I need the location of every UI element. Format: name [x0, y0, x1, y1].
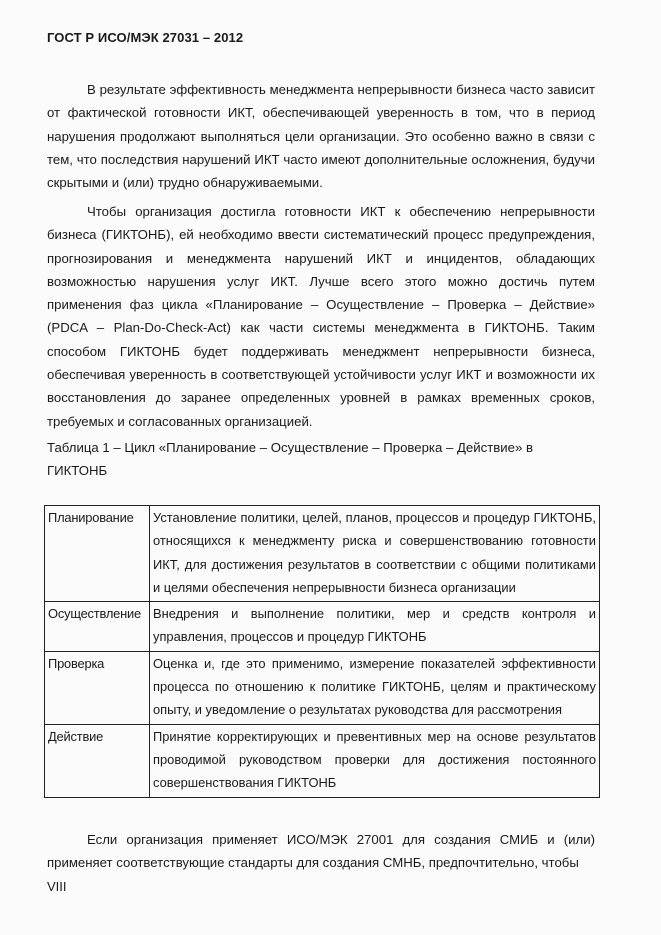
body-text-top: [47, 78, 595, 198]
table-row: [45, 506, 600, 602]
table-row: [45, 724, 600, 797]
table-caption: Таблица 1 – Цикл «Планирование – Осуществление – Проверка – Действие» в ГИКТОНБ: [47, 440, 533, 479]
body-text-bottom: [47, 828, 595, 879]
table-row: [45, 651, 600, 724]
phase-cell: Осуществление: [45, 602, 150, 652]
description-cell: Установление политики, целей, планов, процессов и процедур ГИКТОНБ, относящихся к менеджменту риска и совершенствованию готовности ИКТ, для достижения результатов в соответствии с общими политиками и целями обеспечения непрерывности бизнеса организации: [150, 506, 600, 602]
page-number: VIII: [47, 879, 67, 894]
table-row: [45, 602, 600, 652]
paragraph-1: В результате эффективность менеджмента непрерывности бизнеса часто зависит от фактической готовности ИКТ, обеспечивающей уверенность в том, что в период нарушения продолжают выполняться цели организации. Это особенно важно в связи с тем, что последствия нарушений ИКТ часто имеют дополнительные осложнения, будучи скрытыми и (или) трудно обнаруживаемыми.: [47, 82, 595, 191]
phase-cell: Проверка: [45, 651, 150, 724]
document-header: ГОСТ Р ИСО/МЭК 27031 – 2012: [47, 30, 244, 45]
phase-cell: Планирование: [45, 506, 150, 602]
phase-cell: Действие: [45, 724, 150, 797]
description-cell: Принятие корректирующих и превентивных мер на основе результатов проводимой руководством проверки для достижения постоянного совершенствования ГИКТОНБ: [150, 724, 600, 797]
description-cell: Оценка и, где это применимо, измерение показателей эффективности процесса по отношению к политике ГИКТОНБ, целям и практическому опыту, и уведомление о результатах руководства для рассмотрения: [150, 651, 600, 724]
closing-paragraph: Если организация применяет ИСО/МЭК 27001 для создания СМИБ и (или) применяет соответствующие стандарты для создания СМНБ, предпочтительно, чтобы: [47, 832, 595, 871]
body-text-middle: [47, 200, 595, 437]
pdca-table: [44, 505, 600, 798]
description-cell: Внедрения и выполнение политики, мер и средств контроля и управления, процессов и процедур ГИКТОНБ: [150, 602, 600, 652]
paragraph-2: Чтобы организация достигла готовности ИКТ к обеспечению непрерывности бизнеса (ГИКТОНБ), ей необходимо ввести систематический процесс предупреждения, прогнозирования и менеджмента нарушений ИКТ и инцидентов, обладающих возможностью нарушения услуг ИКТ. Лучше всего этого можно достичь путем применения фаз цикла «Планирование – Осуществление – Проверка – Действие» (PDCA – Plan-Do-Check-Act) как части системы менеджмента в ГИКТОНБ. Таким способом ГИКТОНБ будет поддерживать менеджмент непрерывности бизнеса, обеспечивая уверенность в соответствующей устойчивости услуг ИКТ и возможности их восстановления до заранее определенных уровней в рамках временных сроков, требуемых и согласованных организацией.: [47, 204, 595, 429]
